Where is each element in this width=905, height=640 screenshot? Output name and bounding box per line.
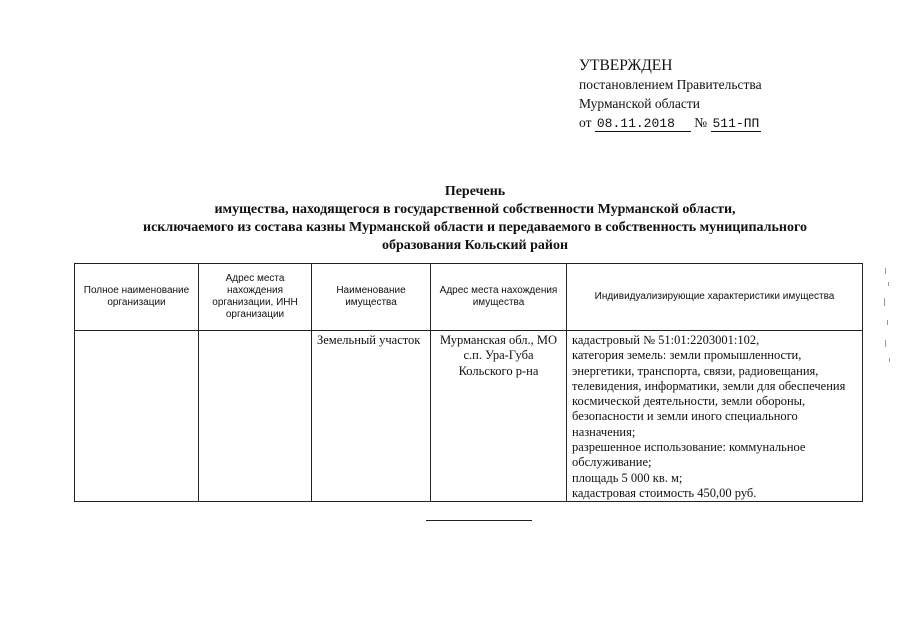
approval-line-1: постановлением Правительства (579, 77, 762, 92)
header-org-name: Полное наименование организации (75, 264, 199, 331)
approval-date: 08.11.2018 (595, 117, 691, 132)
characteristic-land-category: категория земель: земли промышленности, энергетики, транспорта, связи, радиовещания, телевидения, информатики, земли для обеспечения космической деятельности, земли обороны, безопасности и земли иного специального назначения; (572, 348, 846, 439)
title-line-4: образования Кольский район (381, 238, 569, 253)
date-prefix: от (579, 115, 592, 130)
document-title (60, 183, 890, 255)
header-property-name: Наименование имущества (312, 264, 431, 331)
closing-line (426, 520, 532, 521)
characteristic-cadastral-value: кадастровая стоимость 450,00 руб. (572, 485, 757, 500)
number-prefix: № (694, 115, 708, 130)
header-org-address: Адрес места нахождения организации, ИНН организации (199, 264, 312, 331)
header-property-address: Адрес места нахождения имущества (431, 264, 567, 331)
approval-number: 511-ПП (712, 116, 760, 131)
characteristic-area: площадь 5 000 кв. м; (572, 470, 683, 485)
characteristic-permitted-use: разрешенное использование: коммунальное обслуживание; (572, 440, 806, 470)
header-characteristics: Индивидуализирующие характеристики имущества (567, 264, 863, 331)
table-row (75, 331, 863, 502)
scan-margin-marks (883, 268, 891, 368)
title-line-2: имущества, находящегося в государственной собственности Мурманской области, (214, 202, 736, 217)
cell-property-address: Мурманская обл., МО с.п. Ура-Губа Кольского р-на (431, 331, 567, 502)
title-line-1: Перечень (444, 184, 506, 199)
cell-org-name (75, 331, 199, 502)
approval-date-line (579, 113, 762, 132)
cell-characteristics (567, 331, 863, 502)
property-table (74, 263, 863, 502)
approval-stamp (579, 56, 762, 132)
characteristic-cadastral-number: кадастровый № 51:01:2203001:102, (572, 333, 760, 347)
title-line-3: исключаемого из состава казны Мурманской области и передаваемого в собственность муниципального (143, 220, 807, 235)
approval-heading: УТВЕРЖДЕН (579, 57, 673, 74)
table-header-row (75, 264, 863, 331)
approval-line-2: Мурманской области (579, 96, 700, 111)
cell-property-name: Земельный участок (312, 331, 431, 502)
cell-org-address (199, 331, 312, 502)
